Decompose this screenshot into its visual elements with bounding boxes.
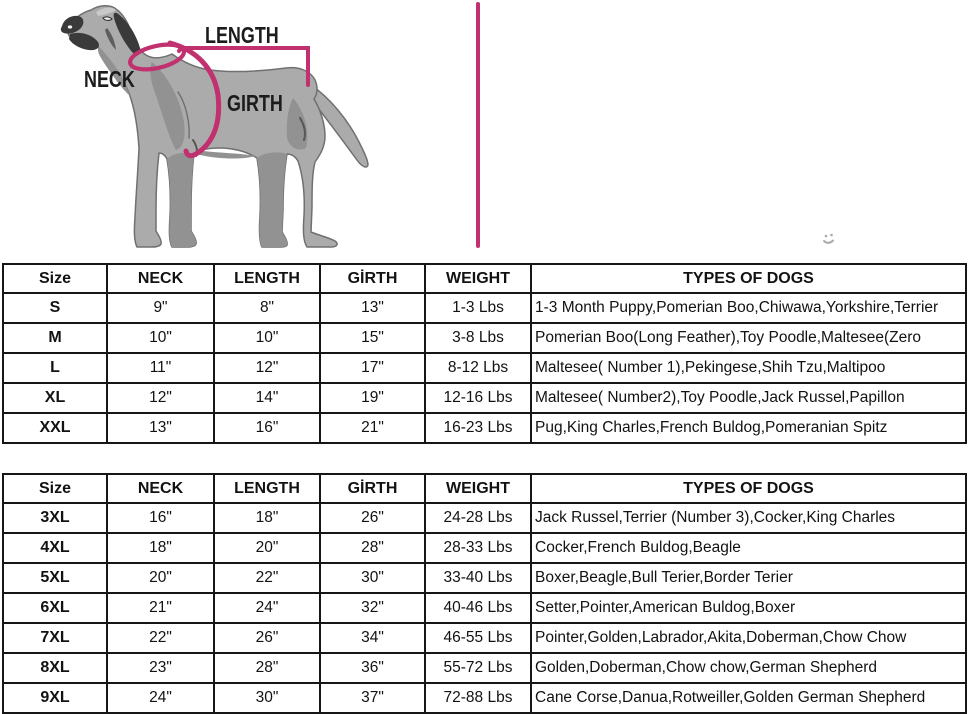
length-cell: 20" xyxy=(214,533,320,563)
neck-cell: 23" xyxy=(107,653,214,683)
types-cell: Pomerian Boo(Long Feather),Toy Poodle,Maltesee(Zero xyxy=(531,323,966,353)
girth-cell: 36" xyxy=(320,653,425,683)
types-cell: Boxer,Beagle,Bull Terier,Border Terier xyxy=(531,563,966,593)
length-cell: 22" xyxy=(214,563,320,593)
header-row xyxy=(3,474,966,503)
weight-cell: 72-88 Lbs xyxy=(425,683,531,713)
table-row xyxy=(3,323,966,353)
size-chart-small-sizes xyxy=(2,263,967,444)
size-cell: 5XL xyxy=(3,563,107,593)
size-cell: S xyxy=(3,293,107,323)
column-header-types: TYPES OF DOGS xyxy=(531,264,966,293)
length-cell: 8" xyxy=(214,293,320,323)
types-cell: Cane Corse,Danua,Rotweiller,Golden German Shepherd xyxy=(531,683,966,713)
column-header-size: Size xyxy=(3,264,107,293)
vertical-divider-line xyxy=(476,2,480,248)
column-header-weight: WEIGHT xyxy=(425,474,531,503)
table-row xyxy=(3,533,966,563)
neck-cell: 12" xyxy=(107,383,214,413)
neck-cell: 22" xyxy=(107,623,214,653)
size-cell: 9XL xyxy=(3,683,107,713)
header-row xyxy=(3,264,966,293)
table-row xyxy=(3,683,966,713)
neck-cell: 9" xyxy=(107,293,214,323)
weight-cell: 40-46 Lbs xyxy=(425,593,531,623)
neck-cell: 20" xyxy=(107,563,214,593)
weight-cell: 46-55 Lbs xyxy=(425,623,531,653)
types-cell: Setter,Pointer,American Buldog,Boxer xyxy=(531,593,966,623)
column-header-weight: WEIGHT xyxy=(425,264,531,293)
length-cell: 12" xyxy=(214,353,320,383)
weight-cell: 8-12 Lbs xyxy=(425,353,531,383)
weight-cell: 33-40 Lbs xyxy=(425,563,531,593)
types-cell: Golden,Doberman,Chow chow,German Shepherd xyxy=(531,653,966,683)
size-cell: 4XL xyxy=(3,533,107,563)
size-cell: 6XL xyxy=(3,593,107,623)
dog-eye xyxy=(103,17,112,20)
girth-cell: 13" xyxy=(320,293,425,323)
size-cell: L xyxy=(3,353,107,383)
weight-cell: 1-3 Lbs xyxy=(425,293,531,323)
length-cell: 24" xyxy=(214,593,320,623)
table-row xyxy=(3,563,966,593)
table-row xyxy=(3,383,966,413)
length-cell: 18" xyxy=(214,503,320,533)
column-header-girth: GİRTH xyxy=(320,264,425,293)
types-cell: 1-3 Month Puppy,Pomerian Boo,Chiwawa,Yorkshire,Terrier xyxy=(531,293,966,323)
column-header-size: Size xyxy=(3,474,107,503)
girth-cell: 34" xyxy=(320,623,425,653)
table-row xyxy=(3,293,966,323)
column-header-types: TYPES OF DOGS xyxy=(531,474,966,503)
girth-cell: 28" xyxy=(320,533,425,563)
types-cell: Jack Russel,Terrier (Number 3),Cocker,King Charles xyxy=(531,503,966,533)
weight-cell: 24-28 Lbs xyxy=(425,503,531,533)
neck-cell: 11" xyxy=(107,353,214,383)
girth-cell: 26" xyxy=(320,503,425,533)
size-chart-large-sizes xyxy=(2,473,967,714)
table-row xyxy=(3,503,966,533)
girth-label: GIRTH xyxy=(227,90,283,116)
girth-cell: 15" xyxy=(320,323,425,353)
girth-cell: 30" xyxy=(320,563,425,593)
types-cell: Pointer,Golden,Labrador,Akita,Doberman,Chow Chow xyxy=(531,623,966,653)
types-cell: Cocker,French Buldog,Beagle xyxy=(531,533,966,563)
girth-cell: 17" xyxy=(320,353,425,383)
table-row xyxy=(3,593,966,623)
neck-cell: 21" xyxy=(107,593,214,623)
length-cell: 14" xyxy=(214,383,320,413)
girth-cell: 32" xyxy=(320,593,425,623)
table-row xyxy=(3,413,966,443)
dog-nostril-highlight xyxy=(68,25,72,28)
size-cell: M xyxy=(3,323,107,353)
size-cell: XXL xyxy=(3,413,107,443)
column-header-length: LENGTH xyxy=(214,264,320,293)
size-cell: 7XL xyxy=(3,623,107,653)
size-cell: 3XL xyxy=(3,503,107,533)
neck-cell: 10" xyxy=(107,323,214,353)
column-header-length: LENGTH xyxy=(214,474,320,503)
table-row xyxy=(3,353,966,383)
length-cell: 28" xyxy=(214,653,320,683)
length-cell: 26" xyxy=(214,623,320,653)
neck-label: NECK xyxy=(84,66,135,92)
length-cell: 10" xyxy=(214,323,320,353)
weight-cell: 3-8 Lbs xyxy=(425,323,531,353)
length-label: LENGTH xyxy=(205,22,279,48)
size-cell: 8XL xyxy=(3,653,107,683)
types-cell: Maltesee( Number2),Toy Poodle,Jack Russel,Papillon xyxy=(531,383,966,413)
girth-cell: 19" xyxy=(320,383,425,413)
weight-cell: 16-23 Lbs xyxy=(425,413,531,443)
weight-cell: 28-33 Lbs xyxy=(425,533,531,563)
girth-cell: 37" xyxy=(320,683,425,713)
neck-cell: 13" xyxy=(107,413,214,443)
dog-measurement-diagram xyxy=(0,0,973,258)
types-cell: Maltesee( Number 1),Pekingese,Shih Tzu,Maltipoo xyxy=(531,353,966,383)
smudge-mark xyxy=(820,229,838,249)
column-header-neck: NECK xyxy=(107,264,214,293)
table-row xyxy=(3,623,966,653)
girth-cell: 21" xyxy=(320,413,425,443)
weight-cell: 12-16 Lbs xyxy=(425,383,531,413)
column-header-girth: GİRTH xyxy=(320,474,425,503)
neck-cell: 18" xyxy=(107,533,214,563)
weight-cell: 55-72 Lbs xyxy=(425,653,531,683)
column-header-neck: NECK xyxy=(107,474,214,503)
neck-cell: 16" xyxy=(107,503,214,533)
length-cell: 30" xyxy=(214,683,320,713)
size-cell: XL xyxy=(3,383,107,413)
neck-cell: 24" xyxy=(107,683,214,713)
types-cell: Pug,King Charles,French Buldog,Pomeranian Spitz xyxy=(531,413,966,443)
length-cell: 16" xyxy=(214,413,320,443)
table-row xyxy=(3,653,966,683)
